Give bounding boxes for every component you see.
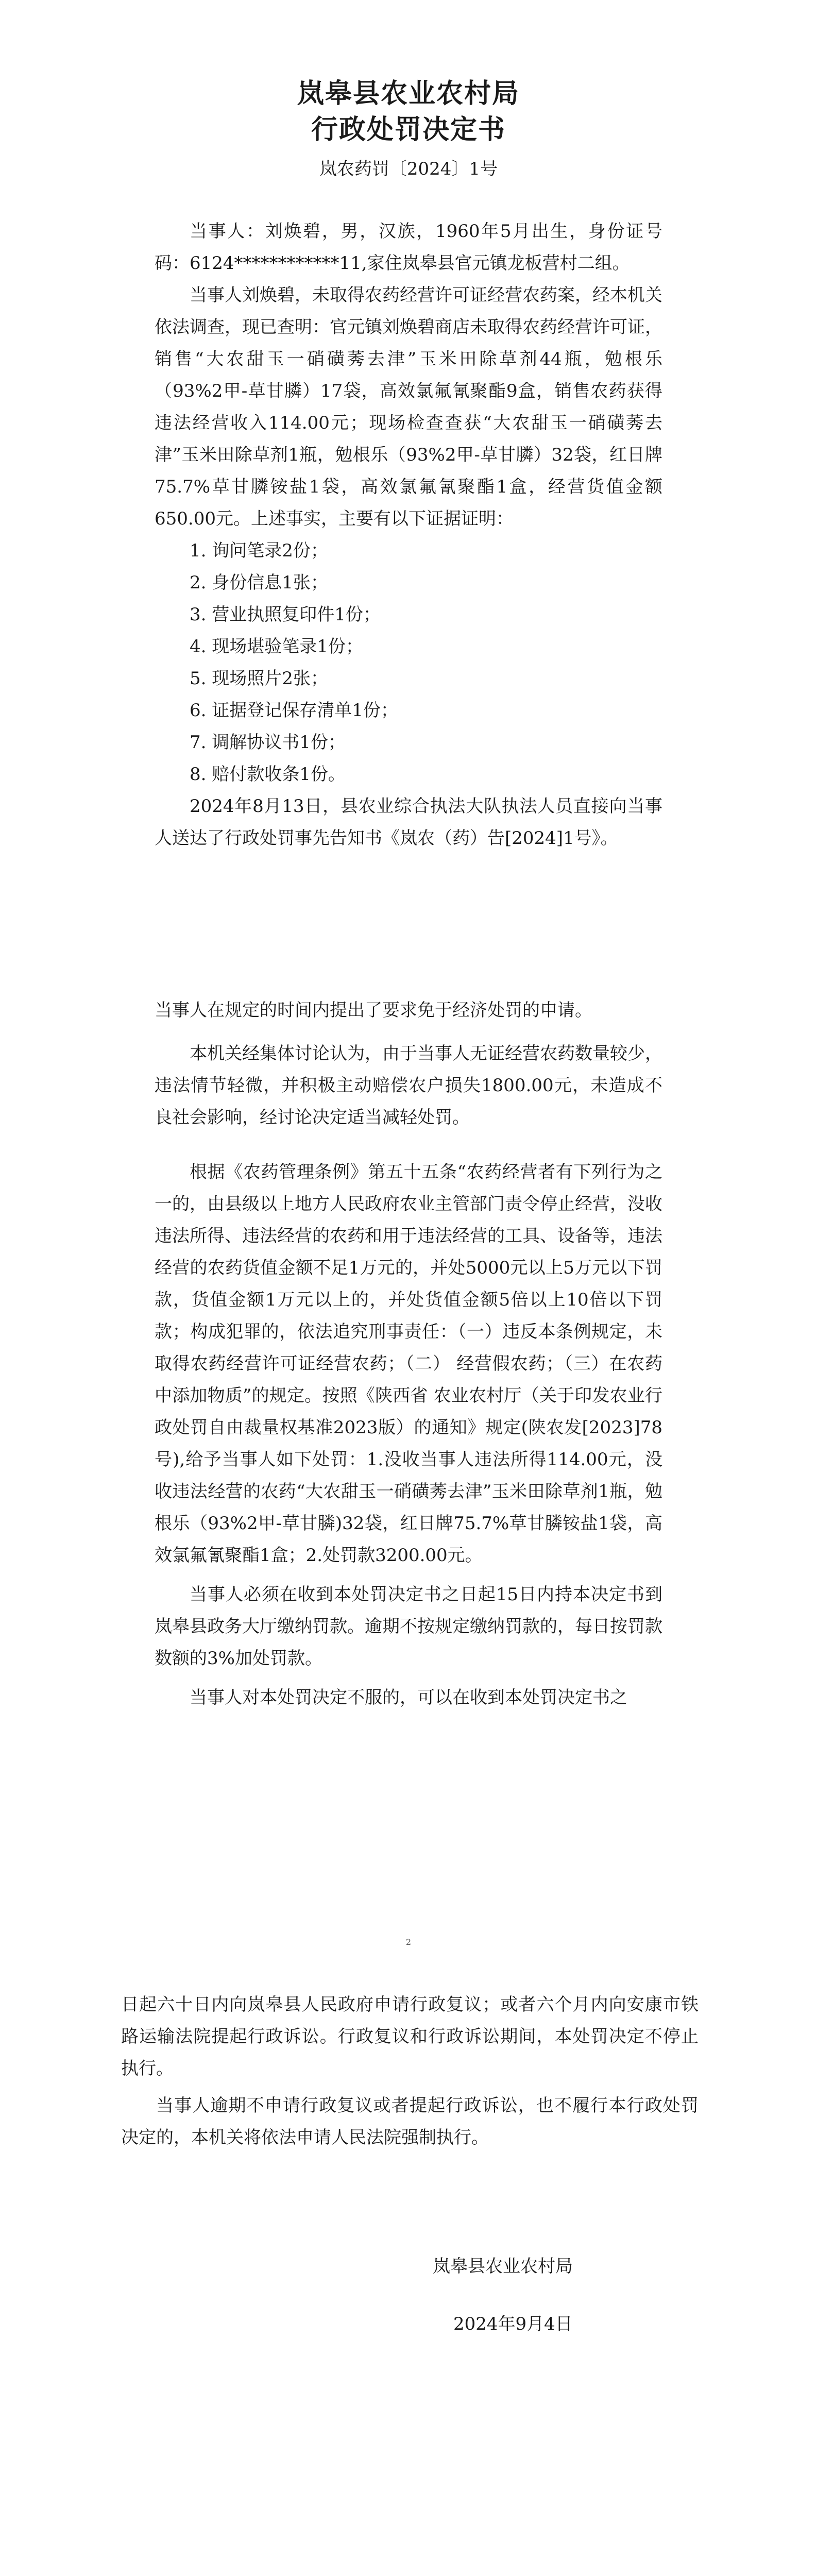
evidence-item: 2. 身份信息1张；: [190, 572, 328, 593]
evidence-item: 5. 现场照片2张；: [190, 668, 328, 689]
evidence-item: 8. 赔付款收条1份。: [190, 764, 346, 785]
evidence-item: 1. 询问笔录2份；: [190, 540, 328, 561]
signature-date: 2024年9月4日: [453, 2314, 573, 2334]
appeal-paragraph-start: 当事人对本处罚决定不服的，可以在收到本处罚决定书之: [190, 1687, 627, 1708]
appeal-paragraph-continued: 日起六十日内向岚皋县人民政府申请行政复议；或者六个月内向安康市铁路运输法院提起行政诉讼。行政复议和行政诉讼期间，本处罚决定不停止执行。: [121, 1994, 699, 2079]
evidence-list: [0, 535, 817, 790]
title-line-1: 岚皋县农业农村局: [297, 78, 520, 109]
document-number: 岚农药罚〔2024〕1号: [319, 159, 498, 179]
enforcement-paragraph: 当事人逾期不申请行政复议或者提起行政诉讼，也不履行本行政处罚决定的，本机关将依法申请人民法院强制执行。: [121, 2095, 699, 2148]
payment-paragraph: 当事人必须在收到本处罚决定书之日起15日内持本决定书到岚皋县政务大厅缴纳罚款。逾期不按规定缴纳罚款的，每日按罚款数额的3%加处罚款。: [155, 1584, 662, 1669]
request-paragraph: 当事人在规定的时间内提出了要求免于经济处罚的申请。: [155, 1000, 592, 1021]
discussion-paragraph: 本机关经集体讨论认为，由于当事人无证经营农药数量较少，违法情节轻微，并积极主动赔偿农户损失1800.00元，未造成不良社会影响，经讨论决定适当减轻处罚。: [155, 1043, 662, 1128]
evidence-item: 7. 调解协议书1份；: [190, 732, 346, 753]
page-1: [0, 77, 817, 854]
signature-organization: 岚皋县农业农村局: [433, 2256, 573, 2277]
party-info-paragraph: 当事人：刘焕碧，男，汉族，1960年5月出生，身份证号码：6124************11,家住岚皋县官元镇龙板营村二组。: [155, 221, 662, 274]
page-3: [0, 1989, 817, 2154]
legal-basis-paragraph: 根据《农药管理条例》第五十五条“农药经营者有下列行为之一的，由县级以上地方人民政府农业主管部门责令停止经营，没收违法所得、违法经营的农药和用于违法经营的工具、设备等，违法经营的农药货值金额不足1万元的，并处5000元以上5万元以下罚款，货值金额1万元以上的，并处货值金额5倍以上10倍以下罚款；构成犯罪的，依法追究刑事责任：（一）违反本条例规定，未取得农药经营许可证经营农药；（二） 经营假农药；（三）在农药中添加物质”的规定。按照《陕西省 农业农村厅（关于印发农业行政处罚自由裁量权基准2023版）的通知》规定(陕农发[2023]78号),给予当事人如下处罚：1.没收当事人违法所得114.00元，没收违法经营的农药“大农甜玉一硝磺莠去津”玉米田除草剂1瓶，勉根乐（93%2甲-草甘膦)32袋，红日牌75.7%草甘膦铵盐1袋，高效氯氟氰聚酯1盒；2.处罚款3200.00元。: [155, 1162, 662, 1566]
facts-paragraph: 当事人刘焕碧，未取得农药经营许可证经营农药案，经本机关依法调查，现已查明：官元镇刘焕碧商店未取得农药经营许可证，销售“大农甜玉一硝磺莠去津”玉米田除草剂44瓶，勉根乐（93%2甲-草甘膦）17袋，高效氯氟氰聚酯9盒，销售农药获得违法经营收入114.00元；现场检查查获“大农甜玉一硝磺莠去津”玉米田除草剂1瓶，勉根乐（93%2甲-草甘膦）32袋，红日牌75.7%草甘膦铵盐1袋，高效氯氟氰聚酯1盒，经营货值金额650.00元。上述事实，主要有以下证据证明：: [155, 285, 662, 529]
evidence-item: 3. 营业执照复印件1份；: [190, 604, 381, 625]
page-number-2: 2: [405, 1937, 412, 1947]
evidence-item: 4. 现场堪验笔录1份；: [190, 636, 363, 657]
notice-paragraph: 2024年8月13日，县农业综合执法大队执法人员直接向当事人送达了行政处罚事先告知书《岚农（药）告[2024]1号》。: [155, 796, 662, 849]
evidence-item: 6. 证据登记保存清单1份；: [190, 700, 398, 721]
page-2: [0, 994, 817, 1714]
title-line-2: 行政处罚决定书: [311, 114, 506, 145]
